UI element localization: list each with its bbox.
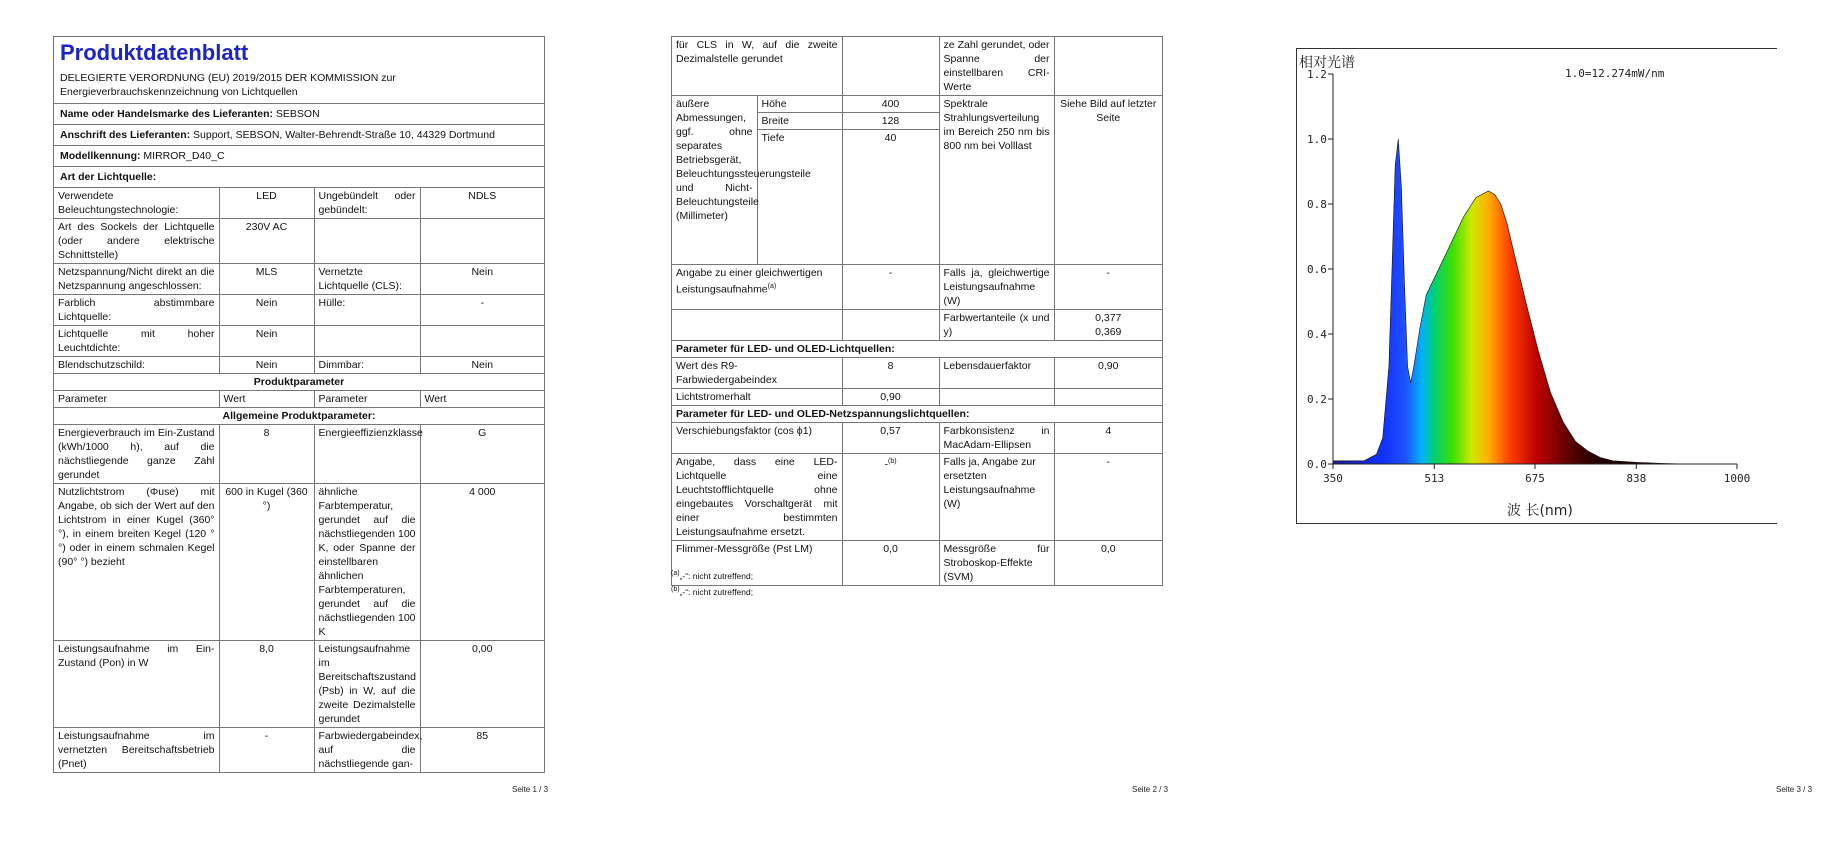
y-tick-label: 0.4 — [1307, 328, 1327, 341]
spectral-label: Spektrale Strahlungsverteilung im Bereich 250 nm bis 800 nm bei Volllast — [939, 96, 1054, 265]
empty-cell — [939, 389, 1054, 406]
table-row — [672, 96, 1162, 113]
dimension-name: Tiefe — [757, 130, 842, 265]
param-cell — [314, 219, 420, 264]
y-tick-label: 0.8 — [1307, 198, 1327, 211]
param-cell: Farbwiedergabeindex, auf die nächstliegende gan- — [314, 728, 420, 773]
table-row — [672, 406, 1162, 423]
value-cell: MLS — [219, 264, 314, 295]
footnote-a-mark: (a) — [671, 570, 680, 577]
value-cell — [842, 37, 939, 96]
equiv-label-text: Angabe zu einer gleichwertigen Leistungsaufnahme — [676, 267, 823, 296]
value-cell: 0,00 — [420, 641, 544, 728]
y-tick-label: 0.6 — [1307, 263, 1327, 276]
table-row — [54, 425, 544, 484]
value-cell: 600 in Kugel (360 °) — [219, 484, 314, 641]
param-cell: Verwendete Beleuchtungstechnologie: — [54, 188, 219, 219]
replacement-value — [842, 454, 939, 541]
table-row — [54, 357, 544, 374]
light-source-table — [54, 188, 544, 773]
supplier-name: SEBSON — [275, 108, 320, 120]
value-cell: 4 — [1054, 423, 1162, 454]
table-row — [54, 484, 544, 641]
table-row — [54, 295, 544, 326]
datasheet-continuation-table — [671, 36, 1163, 586]
param-cell: Lebensdauerfaktor — [939, 358, 1054, 389]
replace-value-text: - — [884, 458, 888, 471]
footnote-a — [671, 570, 753, 581]
value-cell: - — [842, 265, 939, 310]
param-cell: Energieverbrauch im Ein-Zustand (kWh/1000 h), auf die nächstliegende ganze Zahl gerundet — [54, 425, 219, 484]
footnote-b-text: „-“: nicht zutreffend; — [679, 586, 754, 597]
param-cell: Verschiebungsfaktor (cos ϕ1) — [672, 423, 842, 454]
product-params-heading: Produktparameter — [54, 374, 544, 391]
table-row — [672, 310, 1162, 341]
led-params-heading: Parameter für LED- und OLED-Lichtquellen: — [672, 341, 1162, 358]
param-cell: Dimmbar: — [314, 357, 420, 374]
param-cell: Lichtstromerhalt — [672, 389, 842, 406]
value-cell — [1054, 37, 1162, 96]
table-row — [54, 264, 544, 295]
value-cell: - — [219, 728, 314, 773]
param-cell: Farbkonsistenz in MacAdam-Ellipsen — [939, 423, 1054, 454]
param-cell: Wert des R9-Farbwiedergabeindex — [672, 358, 842, 389]
empty-cell — [672, 310, 842, 341]
dimension-value: 400 — [842, 96, 939, 113]
y-tick-label: 0.0 — [1307, 458, 1327, 471]
x-tick-label: 513 — [1424, 472, 1445, 485]
model-row — [54, 146, 544, 167]
value-cell: - — [420, 295, 544, 326]
spectral-value: Siehe Bild auf letzter Seite — [1054, 96, 1162, 265]
column-header: Wert — [420, 391, 544, 408]
param-cell: Messgröße für Stroboskop-Effekte (SVM) — [939, 541, 1054, 586]
page-number: Seite 1 / 3 — [512, 785, 549, 794]
page-1 — [0, 0, 560, 842]
dimension-value: 40 — [842, 130, 939, 265]
supplier-address-label: Anschrift des Lieferanten: — [60, 129, 191, 141]
value-cell: 230V AC — [219, 219, 314, 264]
x-tick-label: 350 — [1323, 472, 1343, 485]
value-cell: Nein — [420, 264, 544, 295]
supplier-address: Support, SEBSON, Walter-Behrendt-Straße 10, 44329 Dortmund — [193, 129, 495, 141]
value-cell: 8 — [219, 425, 314, 484]
chroma-y: 0,369 — [1095, 326, 1122, 338]
param-cell: Farbwertanteile (x und y) — [939, 310, 1054, 341]
value-cell: G — [420, 425, 544, 484]
column-header: Parameter — [54, 391, 219, 408]
table-row — [54, 188, 544, 219]
param-cell: Flimmer-Messgröße (Pst LM) — [672, 541, 842, 586]
param-cell: Nutzlichtstrom (Φuse) mit Angabe, ob sich der Wert auf den Lichtstrom in einer Kugel (360° °), in einem breiten Kegel (120 °°) oder in einem schmalen Kegel (90° °) bezieht — [54, 484, 219, 641]
table-row — [672, 454, 1162, 541]
spectrum-chart-frame — [1296, 48, 1777, 524]
param-cell: Falls ja, gleichwertige Leistungsaufnahme (W) — [939, 265, 1054, 310]
value-cell: 0,0 — [842, 541, 939, 586]
y-tick-label: 1.0 — [1307, 133, 1327, 146]
page-title: Produktdatenblatt — [60, 40, 249, 65]
table-row — [54, 641, 544, 728]
param-cell: Hülle: — [314, 295, 420, 326]
param-cell: Energieeffizienzklasse — [314, 425, 420, 484]
footnote-b — [671, 586, 753, 597]
table-row — [54, 219, 544, 264]
dimension-name: Höhe — [757, 96, 842, 113]
param-cell: Leistungsaufnahme im Bereitschaftszustand (Psb) in W, auf die zweite Dezimalstelle gerundet — [314, 641, 420, 728]
supplier-name-row — [54, 104, 544, 125]
dimensions-label: äußere Abmessungen, ggf. ohne separates Betriebsgerät, Beleuchtungssteuerungsteile und Nicht-Beleuchtungsteile (Millimeter) — [672, 96, 757, 265]
dimension-name: Breite — [757, 113, 842, 130]
value-cell: Nein — [219, 326, 314, 357]
light-source-type-heading: Art der Lichtquelle: — [54, 167, 544, 188]
value-cell — [420, 219, 544, 264]
value-cell: 0,90 — [1054, 358, 1162, 389]
param-cell — [314, 326, 420, 357]
value-cell: - — [1054, 265, 1162, 310]
page-2 — [618, 0, 1178, 842]
table-row — [672, 341, 1162, 358]
param-cell: Ungebündelt oder gebündelt: — [314, 188, 420, 219]
value-cell: Nein — [219, 357, 314, 374]
table-row — [672, 358, 1162, 389]
table-row — [672, 265, 1162, 310]
param-cell: Vernetzte Lichtquelle (CLS): — [314, 264, 420, 295]
table-row — [54, 374, 544, 391]
param-cell: Art des Sockels der Lichtquelle (oder andere elektrische Schnittstelle) — [54, 219, 219, 264]
value-cell: LED — [219, 188, 314, 219]
param-cell: ze Zahl gerundet, oder Spanne der einstellbaren CRI-Werte — [939, 37, 1054, 96]
dimension-value: 128 — [842, 113, 939, 130]
model-label: Modellkennung: — [60, 150, 141, 162]
x-tick-label: 1000 — [1723, 472, 1751, 485]
value-cell: 4 000 — [420, 484, 544, 641]
footnote-b-mark: (b) — [671, 586, 680, 593]
value-cell: Nein — [219, 295, 314, 326]
params-table — [672, 36, 1162, 586]
x-tick-label: 838 — [1626, 472, 1647, 485]
param-cell: Netzspannung/Nicht direkt an die Netzspannung angeschlossen: — [54, 264, 219, 295]
column-header: Wert — [219, 391, 314, 408]
chroma-x: 0,377 — [1095, 312, 1122, 324]
param-cell: Angabe, dass eine LED-Lichtquelle eine Leuchtstofflichtquelle ohne eingebautes Vorschaltgerät mit einer bestimmten Leistungsaufnahme ersetzt. — [672, 454, 842, 541]
equivalent-power-flag-label — [672, 265, 842, 310]
empty-cell — [842, 310, 939, 341]
param-cell: ähnliche Farbtemperatur, gerundet auf die nächstliegenden 100 K, oder Spanne der einstellbaren ähnlichen Farbtemperaturen, gerundet auf die nächstliegenden 100 K — [314, 484, 420, 641]
value-cell: NDLS — [420, 188, 544, 219]
chromaticity-values — [1054, 310, 1162, 341]
empty-cell — [1054, 389, 1162, 406]
value-cell: 0,90 — [842, 389, 939, 406]
supplier-name-label: Name oder Handelsmarke des Lieferanten: — [60, 108, 273, 120]
spectrum-area — [1333, 139, 1737, 464]
footnote-b-ref: (b) — [887, 458, 897, 465]
supplier-address-row — [54, 125, 544, 146]
param-cell: Falls ja, Angabe zur ersetzten Leistungsaufnahme (W) — [939, 454, 1054, 541]
footnote-a-text: „-“: nicht zutreffend; — [679, 570, 754, 581]
table-header-row — [54, 391, 544, 408]
y-tick-label: 1.2 — [1307, 68, 1327, 81]
param-cell: Leistungsaufnahme im vernetzten Bereitschaftsbetrieb (Pnet) — [54, 728, 219, 773]
value-cell: 8 — [842, 358, 939, 389]
param-cell: Lichtquelle mit hoher Leuchtdichte: — [54, 326, 219, 357]
value-cell: 85 — [420, 728, 544, 773]
product-datasheet-table — [53, 36, 545, 773]
value-cell: 8,0 — [219, 641, 314, 728]
value-cell — [420, 326, 544, 357]
page-3 — [1236, 0, 1827, 842]
value-cell: Nein — [420, 357, 544, 374]
x-axis-label: 波 长(nm) — [1507, 503, 1573, 519]
column-header: Parameter — [314, 391, 420, 408]
mains-params-heading: Parameter für LED- und OLED-Netzspannungslichtquellen: — [672, 406, 1162, 423]
general-params-heading: Allgemeine Produktparameter: — [54, 408, 544, 425]
value-cell: 0,57 — [842, 423, 939, 454]
footnote-a-ref: (a) — [767, 283, 777, 290]
value-cell: 0,0 — [1054, 541, 1162, 586]
regulation-text: DELEGIERTE VERORDNUNG (EU) 2019/2015 DER KOMMISSION zur Energieverbrauchskennzeichnung von Lichtquellen — [54, 69, 544, 104]
table-row — [54, 408, 544, 425]
y-tick-label: 0.2 — [1307, 393, 1327, 406]
page-number: Seite 3 / 3 — [1776, 785, 1813, 794]
table-row — [672, 423, 1162, 454]
param-cell: Leistungsaufnahme im Ein-Zustand (Pon) in W — [54, 641, 219, 728]
table-row — [672, 37, 1162, 96]
param-cell: für CLS in W, auf die zweite Dezimalstelle gerundet — [672, 37, 842, 96]
value-cell: - — [1054, 454, 1162, 541]
param-cell: Farblich abstimmbare Lichtquelle: — [54, 295, 219, 326]
param-cell: Blendschutzschild: — [54, 357, 219, 374]
table-row — [54, 728, 544, 773]
chart-annotation: 1.0=12.274mW/nm — [1565, 67, 1665, 80]
spectrum-chart — [1297, 49, 1777, 523]
page-number: Seite 2 / 3 — [1132, 785, 1169, 794]
table-row — [672, 389, 1162, 406]
model-id: MIRROR_D40_C — [143, 150, 225, 162]
table-row — [54, 326, 544, 357]
x-tick-label: 675 — [1525, 472, 1545, 485]
chart-title: 相对光谱 — [1299, 55, 1355, 71]
